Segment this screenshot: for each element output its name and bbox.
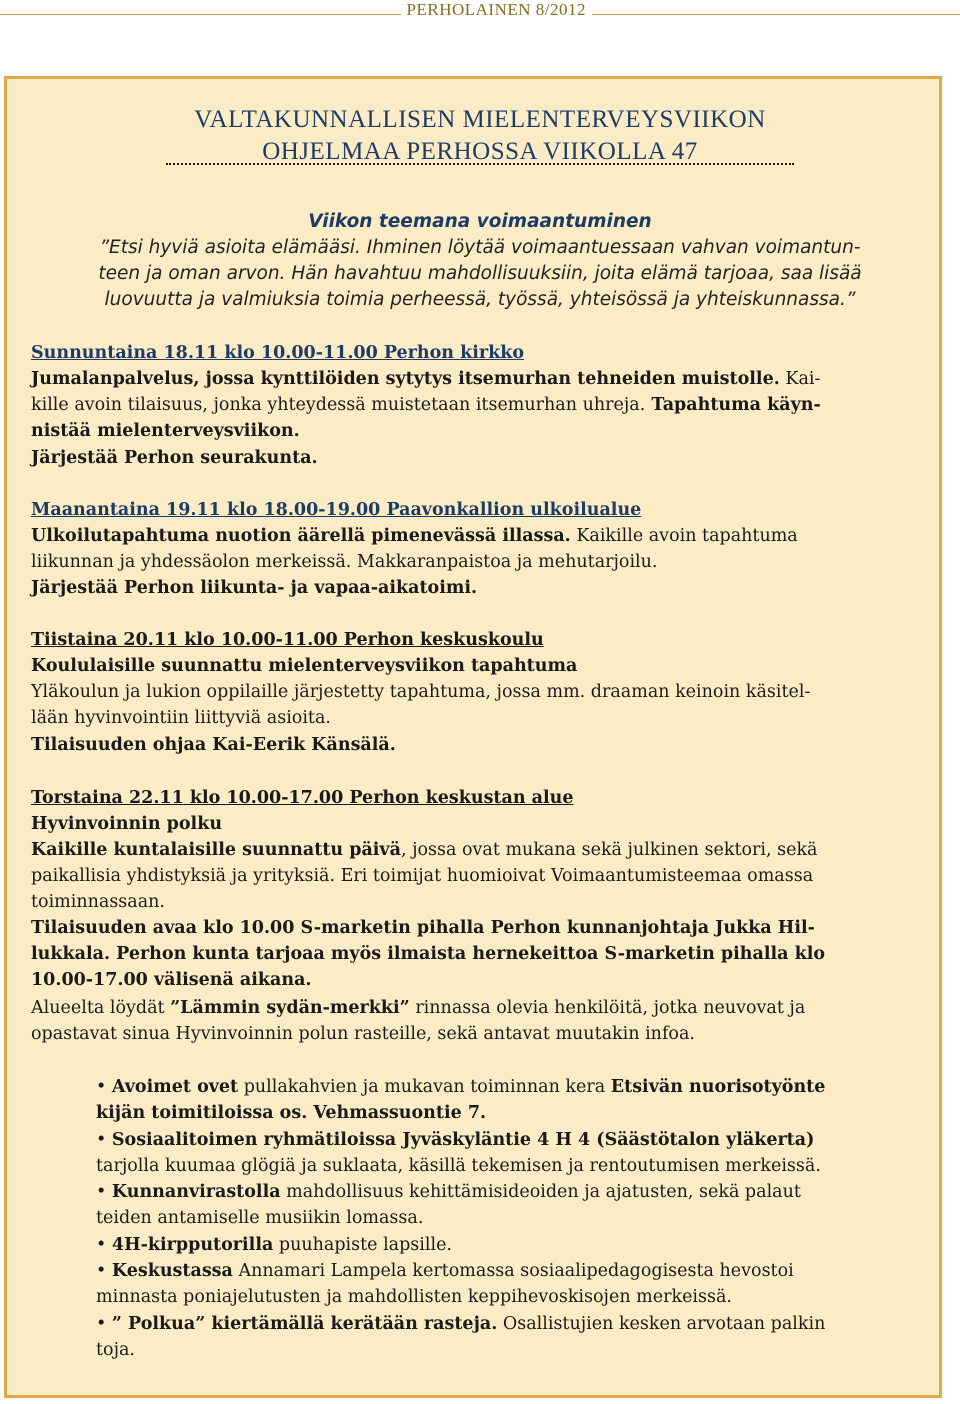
list-item: • ” Polkua” kiertämällä kerätään rasteja. Osallistujien kesken arvotaan palkin: [96, 1314, 826, 1334]
list-item-continuation: tarjolla kuumaa glögiä ja suklaata, käsillä tekemisen ja rentoutumisen merkeissä.: [96, 1156, 821, 1176]
theme-heading: Viikon teemana voimaantuminen: [308, 211, 652, 232]
heart-badge-name: ”Lämmin sydän-merkki”: [170, 998, 410, 1018]
list-item-continuation: minnasta poniajelutusten ja mahdollisten keppihevoskisojen merkeissä.: [96, 1287, 732, 1307]
publication-header: PERHOLAINEN 8/2012: [401, 0, 592, 20]
event-thursday-line-7: Alueelta löydät ”Lämmin sydän-merkki” rinnassa olevia henkilöitä, jotka neuvovat ja: [31, 998, 806, 1018]
event-tuesday-line-2: lään hyvinvointiin liittyviä asioita.: [31, 708, 331, 728]
list-item: • Kunnanvirastolla mahdollisuus kehittämisideoiden ja ajatusten, sekä palaut: [96, 1182, 801, 1202]
event-tuesday-subheading: Koululaisille suunnattu mielenterveysviikon tapahtuma: [31, 656, 578, 676]
event-sunday-heading: Sunnuntaina 18.11 klo 10.00-11.00 Perhon kirkko: [31, 343, 525, 363]
event-monday-organizer: Järjestää Perhon liikunta- ja vapaa-aikatoimi.: [31, 578, 478, 598]
event-tuesday-organizer: Tilaisuuden ohjaa Kai-Eerik Känsälä.: [31, 735, 396, 755]
event-sunday-organizer: Järjestää Perhon seurakunta.: [31, 448, 318, 468]
list-item: • Avoimet ovet pullakahvien ja mukavan toiminnan kera Etsivän nuorisotyönte: [96, 1077, 826, 1097]
event-thursday-line-6: 10.00-17.00 välisenä aikana.: [31, 970, 312, 990]
event-thursday-line-8: opastavat sinua Hyvinvoinnin polun rasteille, sekä antavat muutakin infoa.: [31, 1024, 695, 1044]
page-title-line-1: VALTAKUNNALLISEN MIELENTERVEYSVIIKON: [194, 106, 766, 133]
theme-block: [30, 209, 930, 313]
theme-quote-line: luovuutta ja valmiuksia toimia perheessä, työssä, yhteisössä ja yhteiskunnassa.”: [104, 289, 856, 310]
list-item: • Keskustassa Annamari Lampela kertomassa sosiaalipedagogisesta hevostoi: [96, 1261, 794, 1281]
list-item-continuation: kijän toimitiloissa os. Vehmassuontie 7.: [96, 1103, 487, 1123]
event-sunday-line-1: Jumalanpalvelus, jossa kynttilöiden sytytys itsemurhan tehneiden muistolle. Kai-: [31, 369, 821, 389]
theme-quote-line: teen ja oman arvon. Hän havahtuu mahdollisuuksiin, joita elämä tarjoaa, saa lisää: [98, 263, 862, 284]
event-thursday-line-4: Tilaisuuden avaa klo 10.00 S-marketin pihalla Perhon kunnanjohtaja Jukka Hil-: [31, 918, 815, 938]
event-thursday-line-3: toiminnassaan.: [31, 892, 165, 912]
event-monday-heading: Maanantaina 19.11 klo 18.00-19.00 Paavonkallion ulkoilualue: [31, 500, 642, 520]
page-title-line-2: OHJELMAA PERHOSSA VIIKOLLA 47: [262, 138, 698, 165]
event-sunday-line-3: nistää mielenterveysviikon.: [31, 421, 300, 441]
dotted-divider: [166, 163, 794, 165]
event-tuesday-line-1: Yläkoulun ja lukion oppilaille järjestetty tapahtuma, jossa mm. draaman keinoin käsitel-: [31, 682, 811, 702]
event-thursday-line-5: lukkala. Perhon kunta tarjoaa myös ilmaista hernekeittoa S-marketin pihalla klo: [31, 944, 826, 964]
list-item: • Sosiaalitoimen ryhmätiloissa Jyväskyläntie 4 H 4 (Säästötalon yläkerta): [96, 1130, 815, 1150]
list-item-continuation: toja.: [96, 1340, 135, 1360]
event-monday-subheading: Ulkoilutapahtuma nuotion äärellä pimenevässä illassa.: [31, 526, 571, 546]
event-tuesday-heading: Tiistaina 20.11 klo 10.00-11.00 Perhon keskuskoulu: [31, 630, 544, 650]
event-thursday-line-1: Kaikille kuntalaisille suunnattu päivä, jossa ovat mukana sekä julkinen sektori, sekä: [31, 840, 818, 860]
list-item: • 4H-kirpputorilla puuhapiste lapsille.: [96, 1235, 452, 1255]
event-thursday-heading: Torstaina 22.11 klo 10.00-17.00 Perhon keskustan alue: [31, 788, 574, 808]
event-sunday-subheading: Jumalanpalvelus, jossa kynttilöiden sytytys itsemurhan tehneiden muistolle.: [31, 369, 780, 389]
list-item-continuation: teiden antamiselle musiikin lomassa.: [96, 1208, 424, 1228]
event-thursday-subheading: Hyvinvoinnin polku: [31, 814, 223, 834]
event-sunday-line-2: kille avoin tilaisuus, jonka yhteydessä muistetaan itsemurhan uhreja. Tapahtuma käyn-: [31, 395, 821, 415]
event-monday-line-2: liikunnan ja yhdessäolon merkeissä. Makkaranpaistoa ja mehutarjoilu.: [31, 552, 658, 572]
theme-quote-line: ”Etsi hyviä asioita elämääsi. Ihminen löytää voimaantuessaan vahvan voimantun-: [99, 237, 861, 258]
event-monday-line-1: Ulkoilutapahtuma nuotion äärellä pimenevässä illassa. Kaikille avoin tapahtuma: [31, 526, 798, 546]
event-thursday-line-2: paikallisia yhdistyksiä ja yrityksiä. Eri toimijat huomioivat Voimaantumisteemaa omassa: [31, 866, 814, 886]
